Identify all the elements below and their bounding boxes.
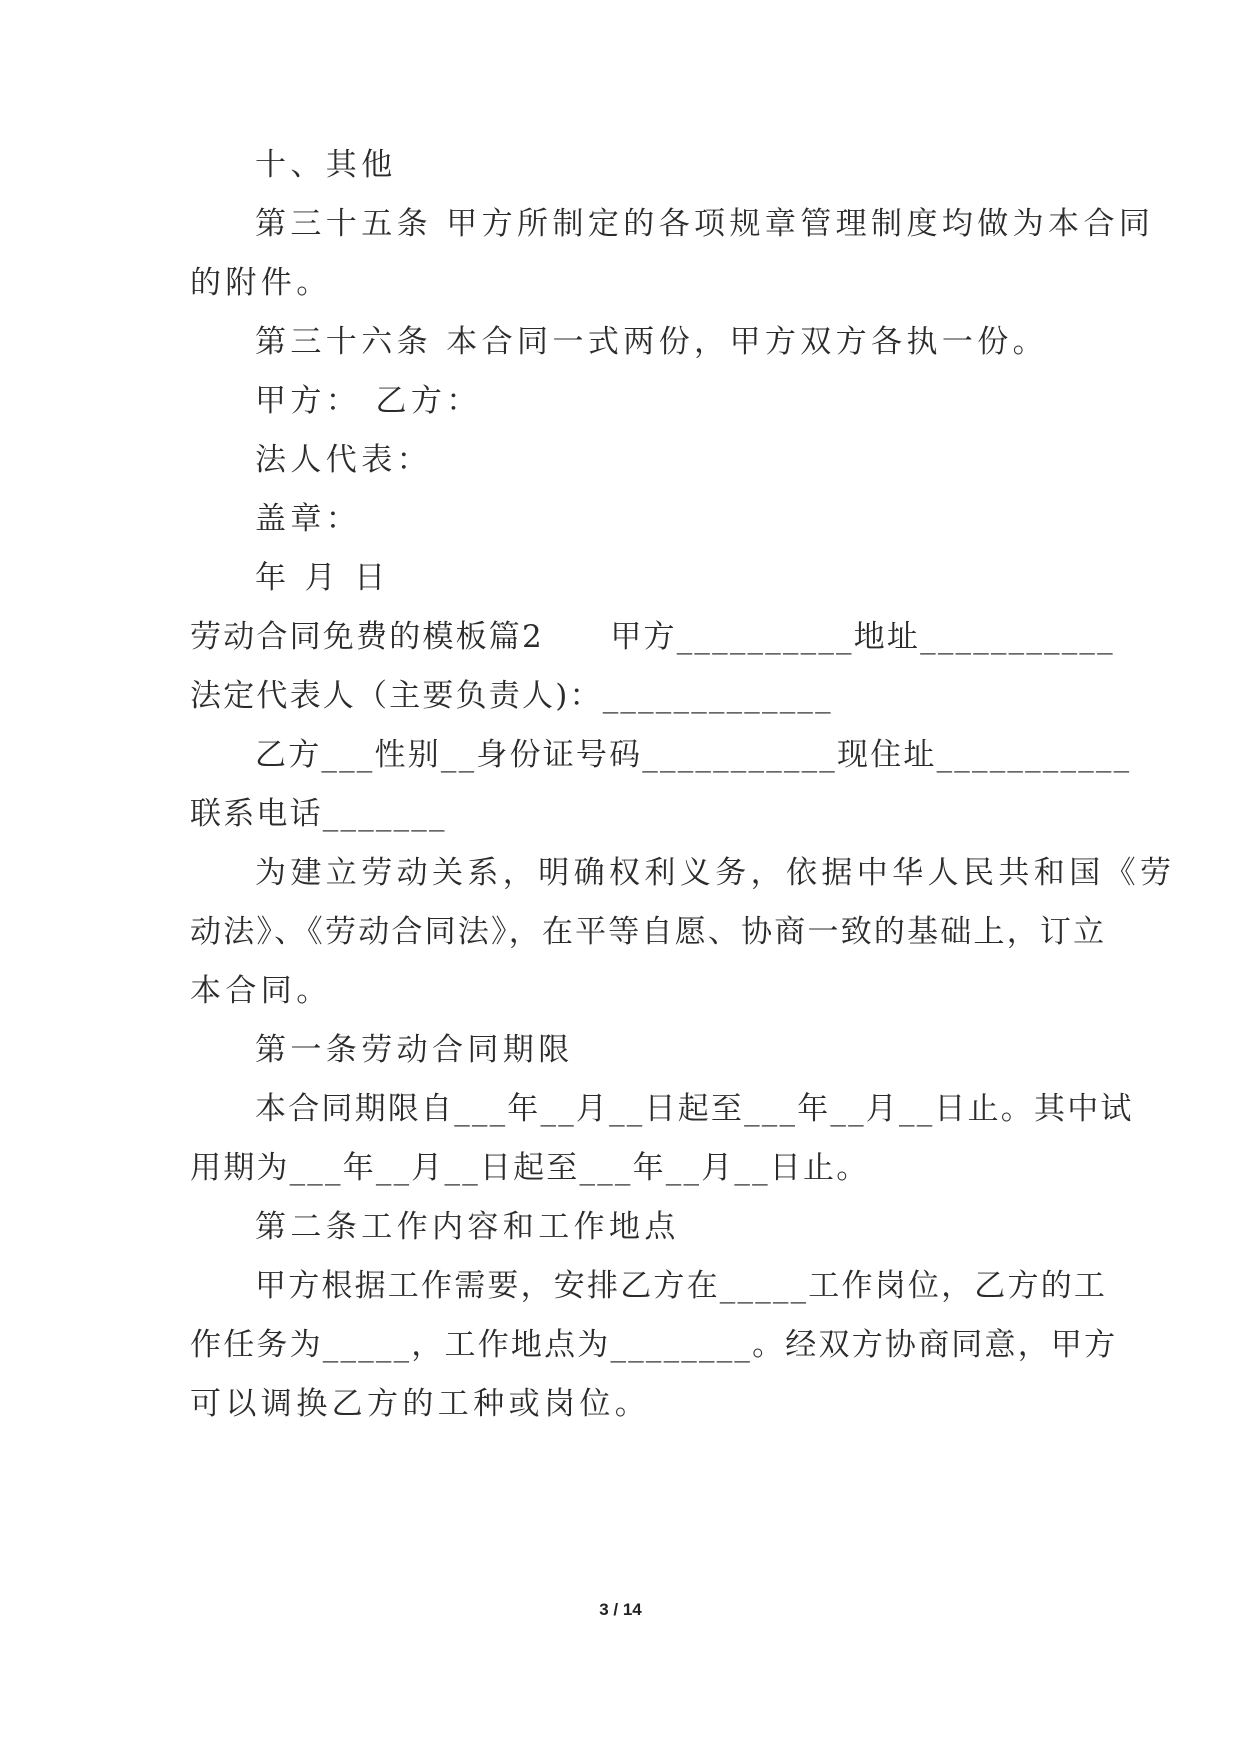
page-number: 3 / 14 <box>599 1600 642 1619</box>
article-2-text-line-1: 甲方根据工作需要，安排乙方在_____工作岗位，乙方的工 <box>255 1268 1108 1304</box>
article-35-text: 第三十五条 甲方所制定的各项规章管理制度均做为本合同 <box>255 206 1155 242</box>
template-2-heading: 劳动合同免费的模板篇2 甲方__________地址___________ <box>190 619 1115 655</box>
legal-representative-field: 法定代表人（主要负责人)：_____________ <box>190 678 833 714</box>
article-2-heading: 第二条工作内容和工作地点 <box>255 1209 680 1245</box>
seal-line: 盖章： <box>255 501 362 537</box>
contact-phone-field: 联系电话_______ <box>190 796 447 832</box>
article-1-term-line-2: 用期为___年__月__日起至___年__月__日止。 <box>190 1150 870 1186</box>
article-2-text-line-3: 可以调换乙方的工种或岗位。 <box>190 1386 651 1422</box>
party-b-info-line: 乙方___性别__身份证号码___________现住址___________ <box>255 737 1132 773</box>
parties-signature-line: 甲方： 乙方： <box>255 383 482 419</box>
date-line: 年 月 日 <box>255 560 390 596</box>
article-1-heading: 第一条劳动合同期限 <box>255 1032 574 1068</box>
preamble-line-1: 为建立劳动关系，明确权利义务，依据中华人民共和国《劳 <box>255 855 1176 891</box>
legal-representative-line: 法人代表： <box>255 442 432 478</box>
preamble-line-2: 动法》、《劳动合同法》，在平等自愿、协商一致的基础上，订立 <box>190 914 1107 950</box>
article-36-text: 第三十六条 本合同一式两份，甲方双方各执一份。 <box>255 324 1049 360</box>
preamble-line-3: 本合同。 <box>190 973 332 1009</box>
article-35-continuation: 的附件。 <box>190 265 332 301</box>
section-heading-other: 十、其他 <box>255 147 397 183</box>
article-1-term-line-1: 本合同期限自___年__月__日起至___年__月__日止。其中试 <box>255 1091 1134 1127</box>
article-2-text-line-2: 作任务为_____，工作地点为________。经双方协商同意，甲方 <box>190 1327 1118 1363</box>
